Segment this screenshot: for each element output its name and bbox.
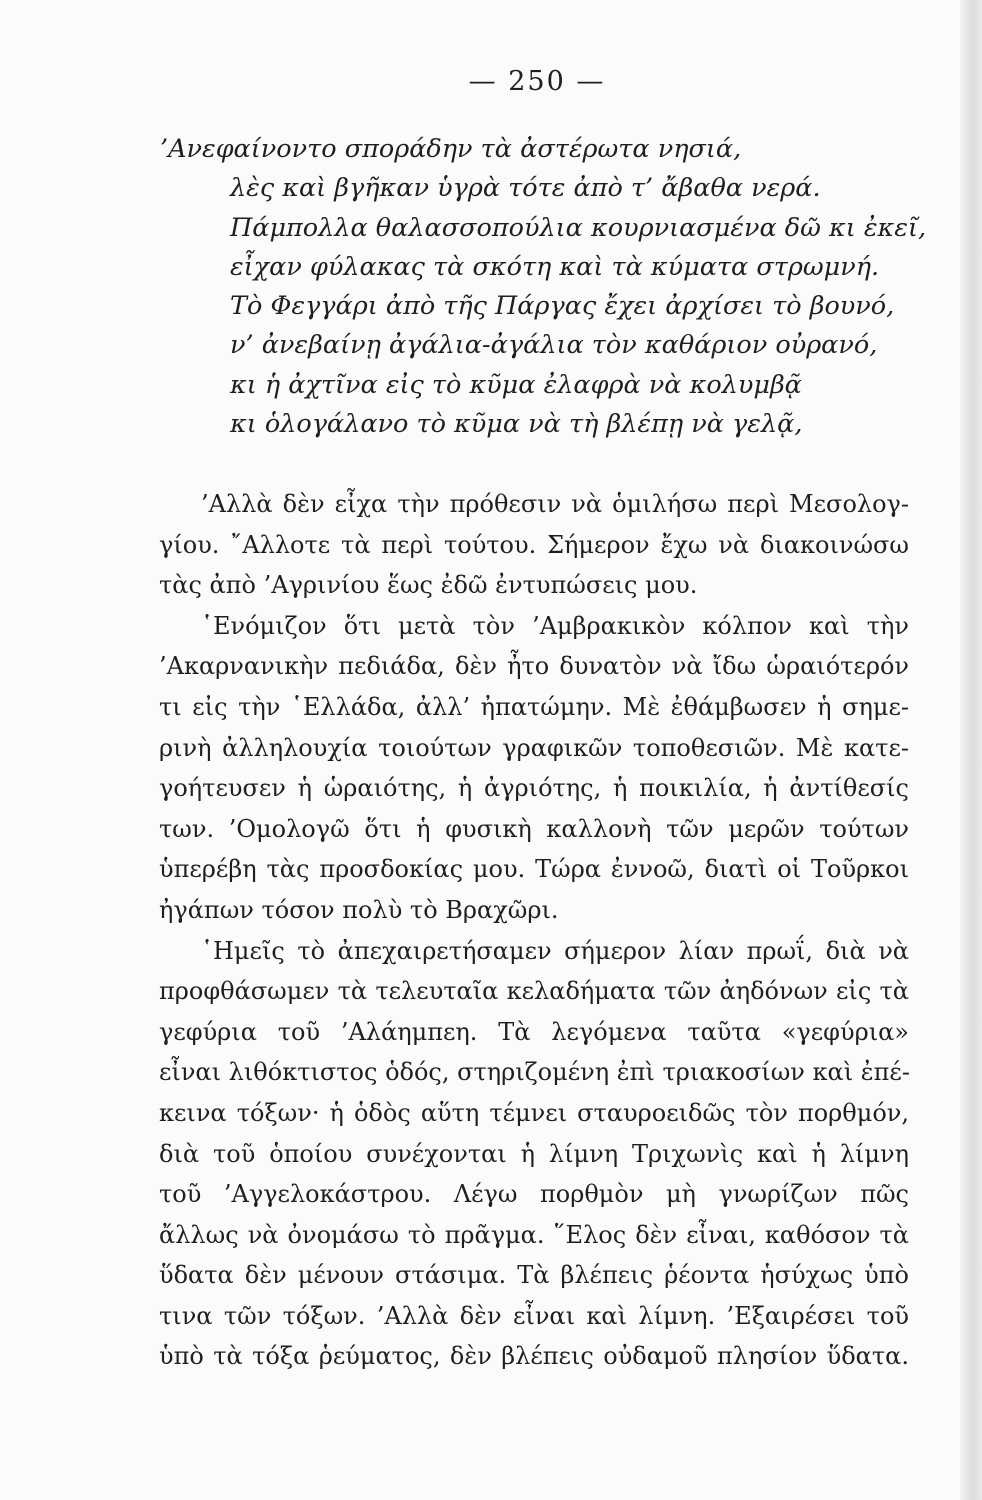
prose-line: ῾Ενόμιζον ὅτι μετὰ τὸν ’Αμβρακικὸν κόλπον καὶ τὴν bbox=[201, 611, 909, 640]
poem-line: κι ὁλογάλανο τὸ κῦμα νὰ τὴ βλέπῃ νὰ γελᾷ, bbox=[230, 409, 803, 440]
prose-line: των. ’Ομολογῶ ὅτι ἡ φυσικὴ καλλονὴ τῶν μερῶν τούτων bbox=[159, 814, 909, 843]
poem-line: λὲς καὶ βγῆκαν ὑγρὰ τότε ἀπὸ τ’ ἄβαθα νερά. bbox=[230, 173, 821, 204]
prose-line: τινα τῶν τόξων. ’Αλλὰ δὲν εἶναι καὶ λίμνη. ’Εξαιρέσει τοῦ bbox=[159, 1301, 909, 1330]
prose-line: ρινὴ ἀλληλουχία τοιούτων γραφικῶν τοποθεσιῶν. Μὲ κατε- bbox=[159, 733, 909, 762]
poem-line: εἶχαν φύλακας τὰ σκότη καὶ τὰ κύματα στρωμνή. bbox=[230, 251, 880, 282]
prose-line: τὰς ἀπὸ ’Αγρινίου ἕως ἐδῶ ἐντυπώσεις μου. bbox=[159, 571, 698, 600]
page-number: — 250 — bbox=[468, 66, 606, 97]
prose-line: ὑπὸ τὰ τόξα ῥεύματος, δὲν βλέπεις οὐδαμοῦ πλησίον ὕδατα. bbox=[159, 1342, 909, 1371]
prose-line: προφθάσωμεν τὰ τελευταῖα κελαδήματα τῶν ἀηδόνων εἰς τὰ bbox=[159, 977, 909, 1006]
poem-line: Τὸ Φεγγάρι ἀπὸ τῆς Πάργας ἔχει ἀρχίσει τὸ βουνό, bbox=[230, 291, 895, 322]
poem-line: κι ἡ ἀχτῖνα εἰς τὸ κῦμα ἐλαφρὰ νὰ κολυμβᾷ bbox=[230, 369, 802, 400]
prose-line: ἠγάπων τόσον πολὺ τὸ Βραχῶρι. bbox=[159, 895, 559, 924]
prose-line: τοῦ ’Αγγελοκάστρου. Λέγω πορθμὸν μὴ γνωρίζων πῶς bbox=[159, 1180, 909, 1209]
prose-line: ’Ακαρνανικὴν πεδιάδα, δὲν ἦτο δυνατὸν νὰ ἴδω ὡραιότερόν bbox=[159, 652, 909, 681]
prose-line: κεινα τόξων· ἡ ὁδὸς αὕτη τέμνει σταυροειδῶς τὸν πορθμόν, bbox=[159, 1098, 909, 1127]
prose-line: ὑπερέβη τὰς προσδοκίας μου. Τώρα ἐννοῶ, διατὶ οἱ Τοῦρκοι bbox=[159, 855, 909, 884]
prose-line: ἄλλως νὰ ὀνομάσω τὸ πρᾶγμα. ῞Ελος δὲν εἶναι, καθόσον τὰ bbox=[159, 1220, 909, 1249]
prose-line: τι εἰς τὴν ῾Ελλάδα, ἀλλ’ ἠπατώμην. Μὲ ἐθάμβωσεν ἡ σημε- bbox=[159, 692, 909, 721]
prose-line: ὕδατα δὲν μένουν στάσιμα. Τὰ βλέπεις ῥέοντα ἡσύχως ὑπὸ bbox=[159, 1261, 909, 1290]
prose-line: διὰ τοῦ ὁποίου συνέχονται ἡ λίμνη Τριχωνὶς καὶ ἡ λίμνη bbox=[159, 1139, 909, 1168]
prose-line: γεφύρια τοῦ ’Αλάημπεη. Τὰ λεγόμενα ταῦτα «γεφύρια» bbox=[159, 1017, 909, 1046]
prose-line: γοήτευσεν ἡ ὡραιότης, ἡ ἀγριότης, ἡ ποικιλία, ἡ ἀντίθεσίς bbox=[159, 774, 909, 803]
prose-line: ’Αλλὰ δὲν εἶχα τὴν πρόθεσιν νὰ ὁμιλήσω περὶ Μεσολογ- bbox=[201, 490, 909, 518]
poem-line: Πάμπολλα θαλασσοπούλια κουρνιασμένα δῶ κι ἐκεῖ, bbox=[230, 212, 927, 243]
poem-line: ’Ανεφαίνοντο σποράδην τὰ ἀστέρωτα νησιά, bbox=[160, 134, 742, 164]
page-edge bbox=[960, 0, 982, 1500]
prose-line: εἶναι λιθόκτιστος ὁδός, στηριζομένη ἐπὶ τριακοσίων καὶ ἐπέ- bbox=[159, 1058, 910, 1087]
prose-line: ῾Ημεῖς τὸ ἀπεχαιρετήσαμεν σήμερον λίαν πρωΐ, διὰ νὰ bbox=[201, 936, 909, 965]
prose-line: γίου. ῎Αλλοτε τὰ περὶ τούτου. Σήμερον ἔχω νὰ διακοινώσω bbox=[159, 530, 909, 559]
prose-block bbox=[159, 484, 909, 1377]
poem-line: ν’ ἀνεβαίνῃ ἀγάλια-ἀγάλια τὸν καθάριον οὐρανό, bbox=[230, 330, 878, 361]
poem-block bbox=[160, 130, 927, 444]
